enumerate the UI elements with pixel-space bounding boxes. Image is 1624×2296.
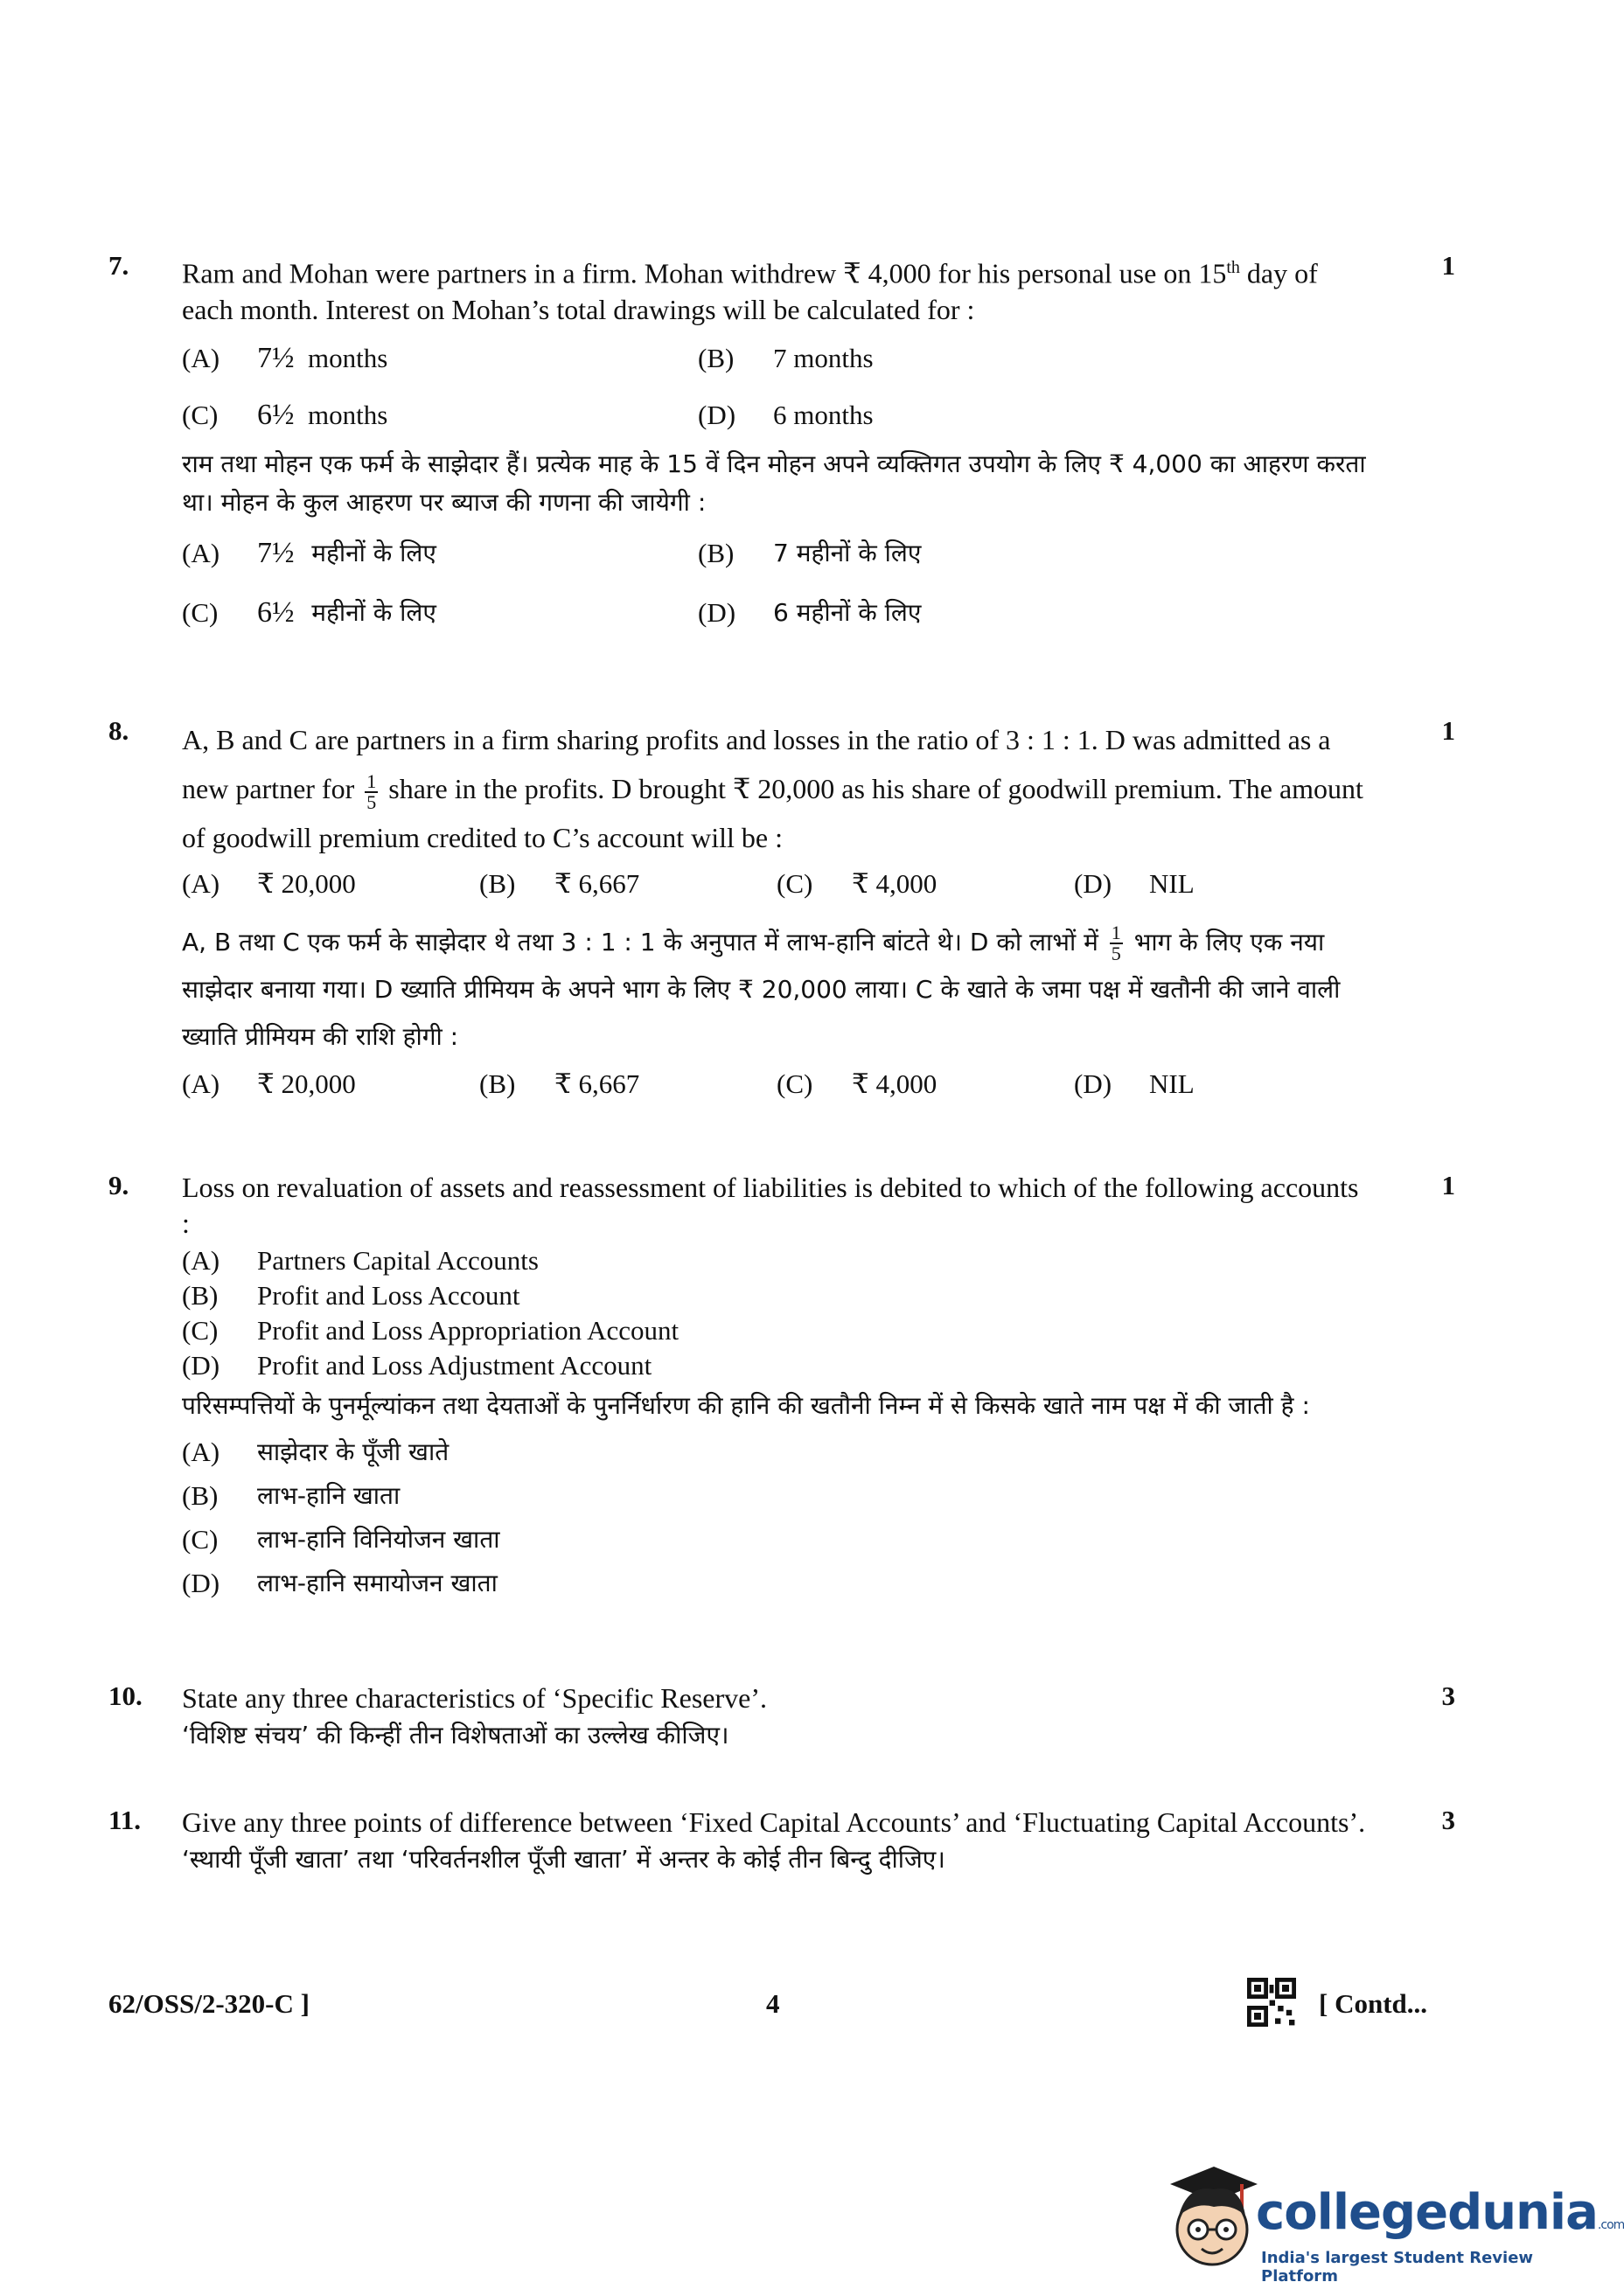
option-c[interactable]: (C) 6½ months — [182, 398, 388, 431]
question-text-hi: ‘विशिष्ट संचय’ की किन्हीं तीन विशेषताओं का उल्लेख कीजिए। — [182, 1721, 729, 1750]
question-text-en: A, B and C are partners in a firm sharing profits and losses in the ratio of 3 : 1 : 1. D was admitted as a new partner for $\frac{1}{5}$ share in the profits. D brought ₹ 20,000 as his share of goodwill premium. The amount of goodwill premium credited to C’s account will be : — [182, 724, 1363, 853]
question-11 — [108, 1805, 1455, 1879]
option-a[interactable]: (A) Partners Capital Accounts — [182, 1245, 539, 1276]
option-d-hi[interactable]: (D) NIL — [1074, 1068, 1195, 1099]
question-text-en: Loss on revaluation of assets and reassessment of liabilities is debited to which of the following accounts : — [182, 1172, 1359, 1239]
options-en — [182, 1243, 1371, 1383]
question-number: 7. — [108, 250, 129, 281]
page-footer — [108, 1978, 1455, 2030]
option-c[interactable]: (C) ₹ 4,000 — [777, 868, 937, 899]
question-number: 8. — [108, 715, 129, 746]
paper-code: 62/OSS/2-320-C ] — [108, 1988, 310, 2019]
option-c-hi[interactable]: (C) 6½ महीनों के लिए — [182, 596, 436, 630]
options-en — [182, 340, 1371, 433]
option-d[interactable]: (D) 6 months — [698, 399, 874, 430]
option-b[interactable]: (B) Profit and Loss Account — [182, 1280, 520, 1311]
question-text-hi: A, B तथा C एक फर्म के साझेदार थे तथा 3 : 1 : 1 के अनुपात में लाभ-हानि बांटते थे। D को लाभों में $\frac{1}{5}$ भाग के लिए एक नया साझेदार बनाया गया। D ख्याति प्रीमियम के अपने भाग के लिए ₹ 20,000 लाया। C के खाते के जमा पक्ष में खतौनी की जाने वाली ख्याति प्रीमियम की राशि होगी : — [182, 922, 1341, 1051]
option-a-hi[interactable]: (A) 7½ महीनों के लिए — [182, 537, 436, 570]
option-a-hi[interactable]: (A) साझेदार के पूँजी खाते — [182, 1437, 450, 1467]
option-a-hi[interactable]: (A) ₹ 20,000 — [182, 1068, 356, 1099]
question-text-hi: ‘स्थायी पूँजी खाता’ तथा ‘परिवर्तनशील पूँजी खाता’ में अन्तर के कोई तीन बिन्दु दीजिए। — [182, 1845, 945, 1874]
question-number: 9. — [108, 1170, 129, 1200]
options-hi — [182, 1066, 1371, 1102]
question-text-hi: राम तथा मोहन एक फर्म के साझेदार हैं। प्रत्येक माह के 15 वें दिन मोहन अपने व्यक्तिगत उपयोग के लिए ₹ 4,000 का आहरण करता था। मोहन के कुल आहरण पर ब्याज की गणना की जायेगी : — [182, 449, 1366, 517]
question-9 — [108, 1170, 1455, 1605]
brand-suffix: .com — [1597, 2218, 1624, 2232]
question-marks: 3 — [1441, 1805, 1455, 1835]
options-en — [182, 866, 1371, 901]
option-c-hi[interactable]: (C) लाभ-हानि विनियोजन खाता — [182, 1524, 500, 1555]
question-number: 11. — [108, 1805, 142, 1835]
option-d[interactable]: (D) Profit and Loss Adjustment Account — [182, 1350, 652, 1381]
collegedunia-watermark — [1153, 2158, 1624, 2286]
question-text-en: Ram and Mohan were partners in a firm. Mohan withdrew ₹ 4,000 for his personal use on 15th day of each month. Interest on Mohan’s total drawings will be calculated for : — [182, 257, 1318, 325]
question-text-en: State any three characteristics of ‘Specific Reserve’. — [182, 1682, 768, 1714]
question-text-hi: परिसम्पत्तियों के पुनर्मूल्यांकन तथा देयताओं के पुनर्निर्धारण की हानि की खतौनी निम्न में से किसके खाते नाम पक्ष में की जाती है : — [182, 1391, 1310, 1420]
options-hi — [182, 534, 1371, 632]
brand-name: collegedunia — [1256, 2184, 1598, 2241]
continued-label: [ Contd... — [1319, 1988, 1428, 2019]
qr-code-icon — [1247, 1978, 1296, 2027]
question-marks: 1 — [1441, 250, 1455, 281]
option-a[interactable]: (A) 7½ months — [182, 341, 388, 374]
option-d-hi[interactable]: (D) 6 महीनों के लिए — [698, 597, 922, 629]
option-d-hi[interactable]: (D) लाभ-हानि समायोजन खाता — [182, 1568, 498, 1598]
option-d[interactable]: (D) NIL — [1074, 868, 1195, 899]
question-text-en: Give any three points of difference between ‘Fixed Capital Accounts’ and ‘Fluctuating Capital Accounts’. — [182, 1806, 1366, 1838]
option-b-hi[interactable]: (B) लाभ-हानि खाता — [182, 1480, 401, 1511]
option-b-hi[interactable]: (B) 7 महीनों के लिए — [698, 538, 922, 569]
page-number: 4 — [766, 1988, 780, 2019]
question-marks: 1 — [1441, 1170, 1455, 1200]
options-hi — [182, 1430, 1371, 1605]
option-c[interactable]: (C) Profit and Loss Appropriation Account — [182, 1315, 680, 1346]
fraction: $\frac{1}{5}$ — [1111, 922, 1121, 964]
brand-tagline: India's largest Student Review Platform — [1261, 2249, 1534, 2286]
question-8 — [108, 715, 1455, 1102]
fraction: $\frac{1}{5}$ — [366, 769, 377, 813]
question-marks: 3 — [1441, 1680, 1455, 1711]
option-b[interactable]: (B) 7 months — [698, 342, 874, 373]
option-b-hi[interactable]: (B) ₹ 6,667 — [479, 1068, 640, 1099]
option-c-hi[interactable]: (C) ₹ 4,000 — [777, 1068, 937, 1099]
question-7 — [108, 250, 1455, 644]
question-10 — [108, 1680, 1455, 1755]
question-number: 10. — [108, 1680, 143, 1711]
option-b[interactable]: (B) ₹ 6,667 — [479, 868, 640, 899]
option-a[interactable]: (A) ₹ 20,000 — [182, 868, 356, 899]
mascot-icon — [1153, 2158, 1266, 2280]
question-marks: 1 — [1441, 715, 1455, 746]
